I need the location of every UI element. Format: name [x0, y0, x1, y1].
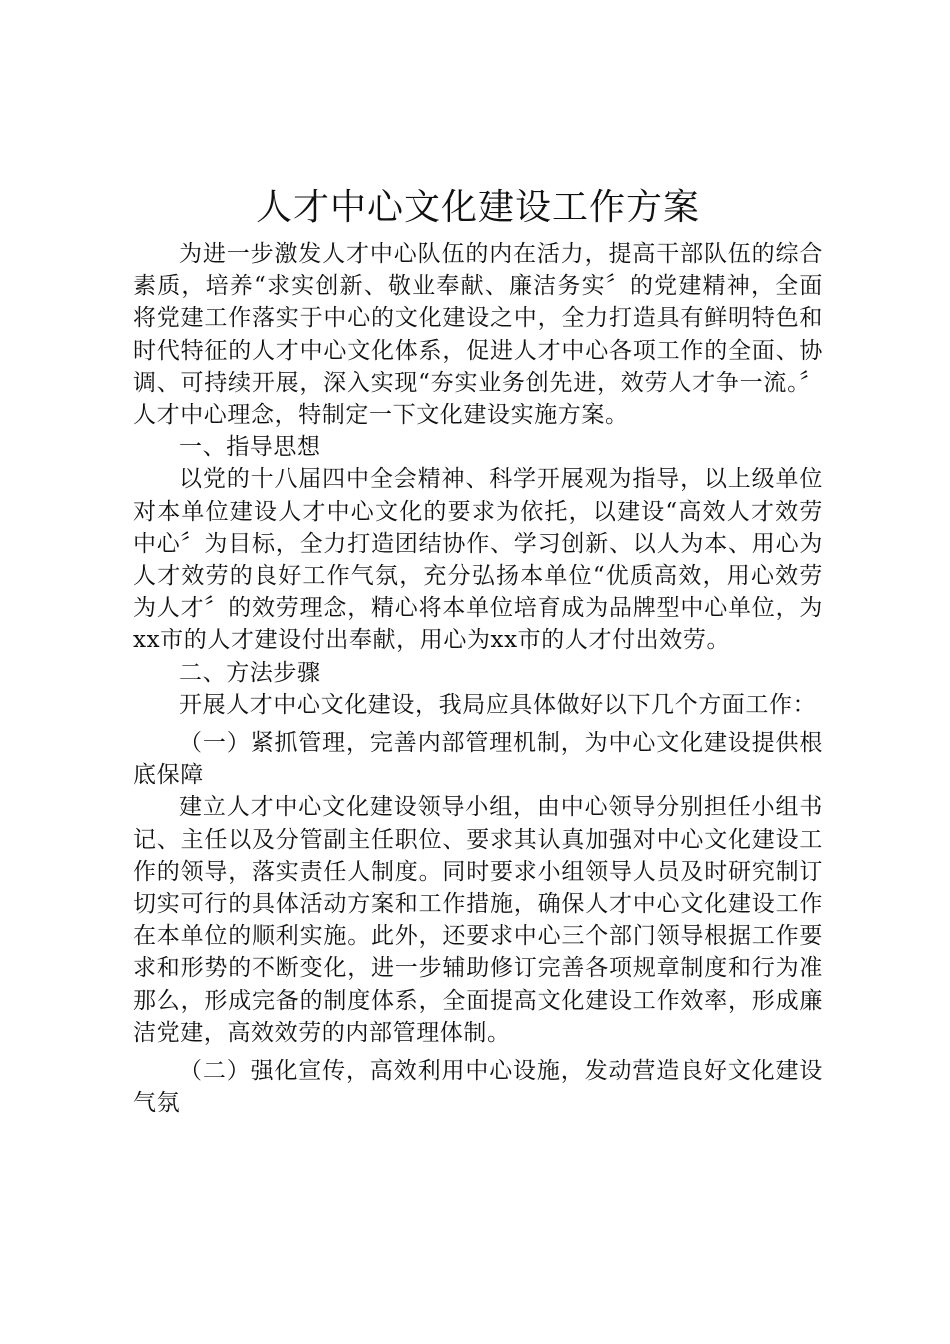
management-paragraph: 建立人才中心文化建设领导小组，由中心领导分别担任小组书记、主任以及分管副主任职位、要求其认真加强对中心文化建设工作的领导，落实责任人制度。同时要求小组领导人员及时研究制订切实可行的具体活动方案和工作措施，确保人才中心文化建设工作在本单位的顺利实施。此外，还要求中心三个部门领导根据工作要求和形势的不断变化，进一步辅助修订完善各项规章制度和行为准那么，形成完备的制度体系，全面提高文化建设工作效率，形成廉洁党建，高效效劳的内部管理体制。	[133, 794, 823, 1046]
guiding-ideology-paragraph: 以党的十八届四中全会精神、科学开展观为指导，以上级单位对本单位建设人才中心文化的要求为依托，以建设“高效人才效劳中心〞为目标，全力打造团结协作、学习创新、以人为本、用心为人才效劳的良好工作气氛，充分弘扬本单位“优质高效，用心效劳为人才〞的效劳理念，精心将本单位培育成为品牌型中心单位，为xx市的人才建设付出奉献，用心为xx市的人才付出效劳。	[133, 466, 823, 654]
section-heading-guiding-ideology: 一、指导思想	[179, 434, 321, 461]
intro-paragraph: 为进一步激发人才中心队伍的内在活力，提高干部队伍的综合素质，培养“求实创新、敬业奉献、廉洁务实〞的党建精神，全面将党建工作落实于中心的文化建设之中，全力打造具有鲜明特色和时代特征的人才中心文化体系，促进人才中心各项工作的全面、协调、可持续开展，深入实现“夯实业务创先进，效劳人才争一流。〞人才中心理念，特制定一下文化建设实施方案。	[133, 241, 823, 429]
document-page	[133, 180, 823, 1119]
method-steps-paragraph: 开展人才中心文化建设，我局应具体做好以下几个方面工作：	[179, 691, 817, 718]
subsection-heading-publicity: （二）强化宣传，高效利用中心设施，发动营造良好文化建设气氛	[133, 1058, 823, 1117]
section-heading-method-steps: 二、方法步骤	[179, 659, 321, 686]
document-title: 人才中心文化建设工作方案	[255, 187, 700, 228]
subsection-heading-management: （一）紧抓管理，完善内部管理机制，为中心文化建设提供根底保障	[133, 730, 823, 789]
